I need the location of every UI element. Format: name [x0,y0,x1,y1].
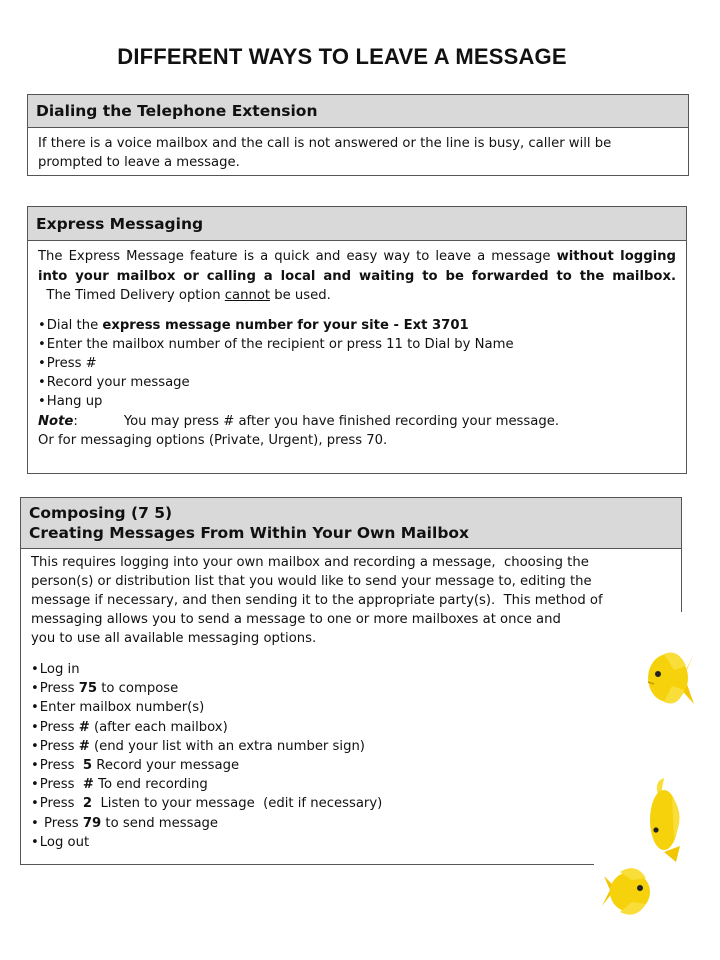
section-heading [21,498,681,549]
yellow-fish-icon [638,646,704,710]
section-dialing-extension [27,94,689,176]
body-line: message if necessary, and then sending it to the appropriate party(s). This method of [31,593,603,608]
step-text-2: (end your list with an extra number sign) [89,738,365,754]
step-text-2: (after each mailbox) [89,719,228,735]
note-colon: : [73,413,78,429]
note-label: Note [38,413,74,429]
intro-text: The Express Message feature is a quick and easy way to leave a message [38,249,557,264]
list-item [31,698,671,717]
step-text: Press [39,777,83,793]
section-heading-text: Dialing the Telephone Extension [36,102,318,120]
step-text-2: to compose [97,681,179,697]
list-item [31,737,671,756]
yellow-fish-icon [596,862,656,918]
intro-underlined-text: cannot [224,288,271,303]
list-item: • Record your message [38,373,676,392]
step-text: Press [39,796,83,812]
step-bold-text: # [82,777,94,793]
intro-paragraph [38,247,676,306]
step-text: Log out [39,834,90,850]
step-bold-text: 79 [82,815,102,831]
page-title: DIFFERENT WAYS TO LEAVE A MESSAGE [117,44,567,69]
list-item: • Hang up [38,392,676,411]
section-express-messaging [27,206,687,474]
list-item [31,660,671,679]
step-text: Press [39,719,79,735]
section-heading [28,207,686,241]
section-heading [28,95,688,128]
step-text: Press [39,681,79,697]
step-text: Log in [39,662,80,677]
list-item [31,814,671,833]
yellow-fish-icon [642,776,688,864]
list-item [38,316,676,335]
note-text: You may press # after you have finished recording your message. [123,413,560,429]
step-bold-text: 5 [82,758,93,774]
body-line: person(s) or distribution list that you would like to send your message to, editing the [31,574,592,589]
step-bold-text: # [78,738,90,754]
step-text-2: To end recording [93,777,208,793]
list-item [31,756,671,775]
section-body [21,549,681,852]
section-body [28,241,686,450]
step-bold-text: # [78,719,90,735]
section-heading-line2: Creating Messages From Within Your Own Mailbox [29,524,470,542]
body-line: you to use all available messaging options. [31,631,317,646]
list-item [31,833,671,852]
step-text: Enter mailbox number(s) [39,700,205,716]
step-bold-text: 75 [78,681,98,697]
step-bold-text: express message number for your site - Ext 3701 [102,317,469,333]
intro-text-3: be used. [270,288,331,303]
step-bold-text: 2 [82,796,93,812]
step-text-2: Listen to your message (edit if necessary) [92,796,383,812]
express-steps-list [38,316,676,412]
step-text: Press [39,738,79,754]
intro-text-2: The Timed Delivery option [38,288,225,303]
section-body: If there is a voice mailbox and the call is not answered or the line is busy, caller will be prompted to leave a message. [38,136,612,170]
step-text: Dial the [46,317,103,333]
body-line: This requires logging into your own mailbox and recording a message, choosing the [31,555,589,570]
section-heading-line1: Composing (7 5) [29,504,173,522]
list-item [31,718,671,737]
step-text: Press [39,758,83,774]
list-item [31,794,671,813]
step-text: Press [39,815,83,831]
step-text-2: Record your message [92,758,240,774]
list-item [31,775,671,794]
list-item: • Press # [38,354,676,373]
section-heading-text: Express Messaging [36,214,204,233]
intro-bold-text: without logging into your mailbox or calling a local and waiting to be forwarded to the mailbox. [38,249,676,284]
body-line: messaging allows you to send a message to one or more mailboxes at once and [31,612,561,627]
compose-steps-list [31,660,671,852]
note-line [38,412,676,431]
list-item: • Enter the mailbox number of the recipient or press 11 to Dial by Name [38,335,676,354]
section-composing [20,497,682,865]
note-line-2: Or for messaging options (Private, Urgent), press 70. [38,432,388,448]
list-item [31,679,671,698]
step-text-2: to send message [101,815,219,831]
